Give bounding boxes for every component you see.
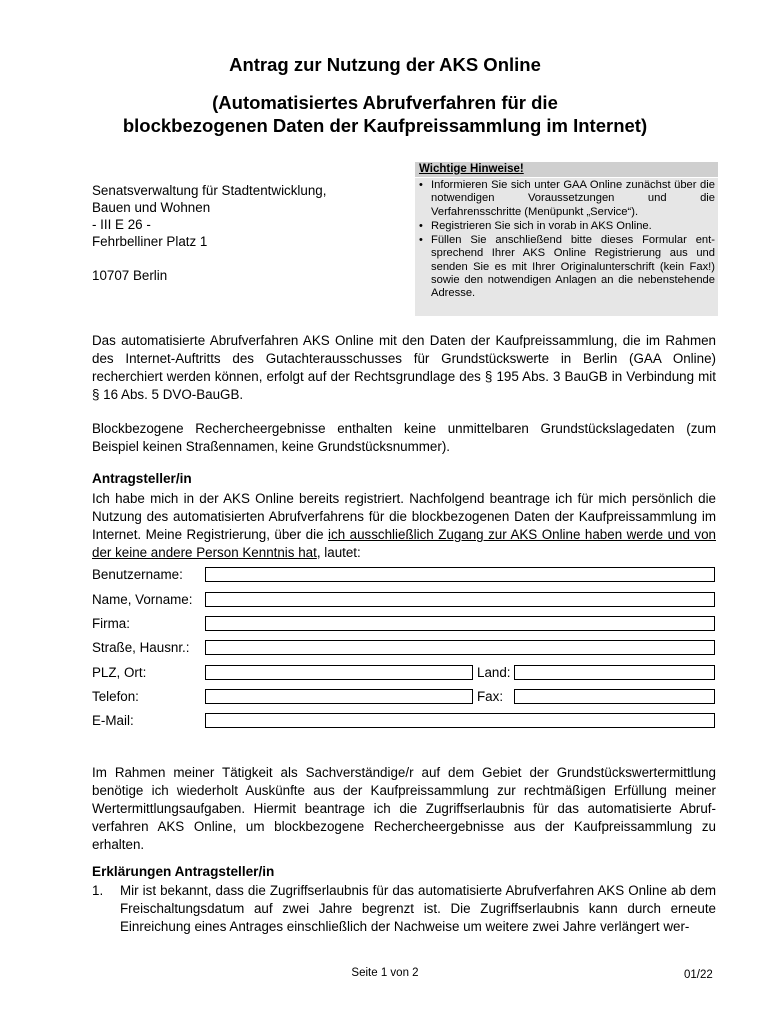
notes-heading <box>415 162 718 177</box>
form-version: 01/22 <box>684 969 713 981</box>
document-subtitle-line1: (Automatisiertes Abrufverfahren für die <box>212 92 558 113</box>
name-label: Name, Vorname: <box>92 592 193 607</box>
company-label: Firma: <box>92 616 130 631</box>
declaration-item-1: Mir ist bekannt, dass die Zugriffserlaubnis für das automatisierte Abrufverfahren AKS Online ab dem Freischaltungsdatum auf zwei Jahre begrenzt ist. Die Zugriffserlaubnis kann durch erneute Einreichung eines Antrages einschließlich der Nachweise um weitere zwei Jahre verlängert wer- <box>120 883 716 934</box>
fax-label: Fax: <box>477 689 504 704</box>
street-field[interactable] <box>205 640 715 655</box>
company-field[interactable] <box>205 616 715 631</box>
intro-paragraph-2: Blockbezogene Rechercheergebnisse enthalten keine unmittelbaren Grundstückslagedaten (zum Beispiel keinen Straßennamen, keine Grundstücksnummer). <box>92 421 716 454</box>
note-item: • Informieren Sie sich unter GAA Online zunächst über die notwendigen Voraussetzungen und die Verfahrensschritte (Menüpunkt „Service“). <box>431 179 715 219</box>
notes-heading-text: Wichtige Hinweise! <box>419 163 524 175</box>
note-item: • Füllen Sie anschließend bitte dieses Formular entsprechend Ihrer AKS Online Registrierung aus und senden Sie es mit Ihrer Originalunterschrift (kein Fax!) sowie den notwendigen Anlagen an die nebenstehende Adresse. <box>431 234 715 300</box>
address-line: 10707 Berlin <box>92 268 168 283</box>
document-title: Antrag zur Nutzung der AKS Online <box>229 54 541 75</box>
street-label: Straße, Hausnr.: <box>92 640 190 655</box>
phone-field[interactable] <box>205 689 473 704</box>
applicant-text: Ich habe mich in der AKS Online bereits registriert. Nachfolgend beantrage ich für mich persönlich die Nutzung des automatisierten Abrufverfahrens für die blockbezogenen Daten der Kaufpreissammlung im Internet. Meine Registrierung, über die <box>92 491 716 542</box>
declaration-number: 1. <box>92 883 104 898</box>
notes-box <box>415 178 718 316</box>
applicant-text-end: , lautet: <box>316 545 361 560</box>
address-line: Bauen und Wohnen <box>92 200 211 215</box>
email-label: E-Mail: <box>92 713 134 728</box>
recipient-address <box>92 182 326 284</box>
username-label: Benutzername: <box>92 567 183 582</box>
document-subtitle-line2: blockbezogenen Daten der Kaufpreissammlung im Internet) <box>122 115 648 136</box>
fax-field[interactable] <box>514 689 715 704</box>
statement-paragraph: Im Rahmen meiner Tätigkeit als Sachverständige/r auf dem Gebiet der Grundstückswertermittlung benötige ich wiederholt Auskünfte aus der Kaufpreissammlung zur rechtmäßigen Erfüllung meiner Wertermittlungsaufgaben. Hiermit beantrage ich die Zugriffserlaubnis für das automatisierte Abrufverfahren AKS Online, um blockbezogene Rechercheergebnisse aus der Kaufpreissammlung zu erhalten. <box>92 765 716 852</box>
email-field[interactable] <box>205 713 715 728</box>
zip-city-field[interactable] <box>205 665 473 680</box>
address-line: - III E 26 - <box>92 217 151 232</box>
applicant-heading: Antragsteller/in <box>92 471 192 486</box>
note-item: • Registrieren Sie sich in vorab in AKS Online. <box>431 220 715 233</box>
username-field[interactable] <box>205 567 715 582</box>
phone-label: Telefon: <box>92 689 139 704</box>
address-line: Fehrbelliner Platz 1 <box>92 234 208 249</box>
zip-city-label: PLZ, Ort: <box>92 665 147 680</box>
country-field[interactable] <box>514 665 715 680</box>
country-label: Land: <box>477 665 511 680</box>
name-field[interactable] <box>205 592 715 607</box>
intro-paragraph-1: Das automatisierte Abrufverfahren AKS Online mit den Daten der Kaufpreissammlung, die im Rahmen des Internet-Auftritts des Gutachterausschusses für Grundstückswerte in Berlin (GAA Online) recherchiert werden können, erfolgt auf der Rechtsgrundlage des § 195 Abs. 3 BauGB in Verbindung mit § 16 Abs. 5 DVO-BauGB. <box>92 333 716 402</box>
declarations-heading: Erklärungen Antragsteller/in <box>92 864 275 879</box>
address-line: Senatsverwaltung für Stadtentwicklung, <box>92 183 327 198</box>
page-number: Seite 1 von 2 <box>351 967 419 979</box>
applicant-paragraph <box>92 490 716 562</box>
applicant-text-underlined: ich ausschließlich Zugang zur AKS Online haben werde und von der keine andere Person Kenntnis hat <box>92 527 716 560</box>
